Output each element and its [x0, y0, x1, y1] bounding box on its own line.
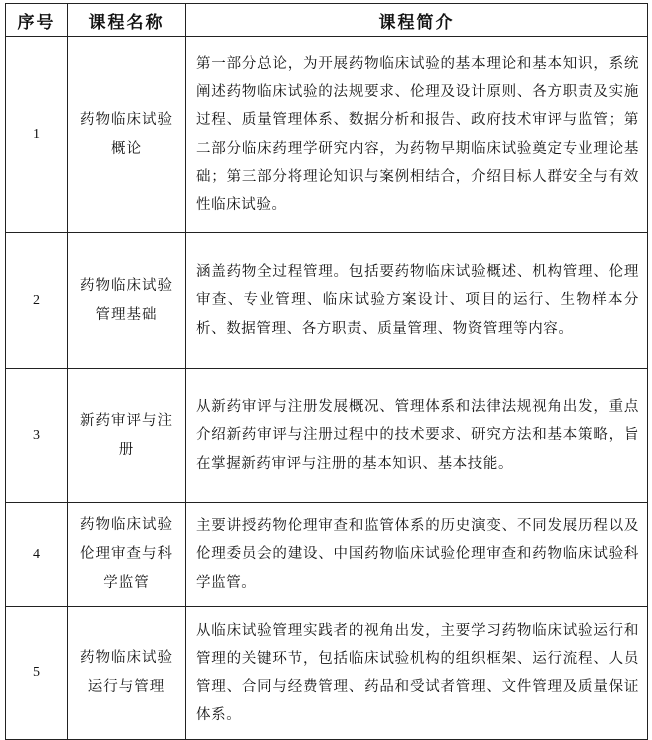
course-name: 新药审评与注册 [68, 369, 186, 503]
table-row [6, 233, 648, 369]
row-index: 5 [6, 607, 68, 740]
table-row [6, 503, 648, 607]
table-row [6, 369, 648, 503]
row-index: 4 [6, 503, 68, 607]
course-table [5, 3, 648, 740]
course-name: 药物临床试验概论 [68, 37, 186, 233]
row-index: 2 [6, 233, 68, 369]
course-intro: 主要讲授药物伦理审查和监管体系的历史演变、不同发展历程以及伦理委员会的建设、中国药物临床试验伦理审查和药物临床试验科学监管。 [186, 503, 648, 607]
row-index: 1 [6, 37, 68, 233]
course-name: 药物临床试验运行与管理 [68, 607, 186, 740]
table-row [6, 607, 648, 740]
header-index: 序号 [6, 4, 68, 37]
course-intro: 从新药审评与注册发展概况、管理体系和法律法规视角出发，重点介绍新药审评与注册过程中的技术要求、研究方法和基本策略，旨在掌握新药审评与注册的基本知识、基本技能。 [186, 369, 648, 503]
header-row [6, 4, 648, 37]
header-course-intro: 课程简介 [186, 4, 648, 37]
table-row [6, 37, 648, 233]
course-intro: 涵盖药物全过程管理。包括要药物临床试验概述、机构管理、伦理审查、专业管理、临床试验方案设计、项目的运行、生物样本分析、数据管理、各方职责、质量管理、物资管理等内容。 [186, 233, 648, 369]
header-course-name: 课程名称 [68, 4, 186, 37]
row-index: 3 [6, 369, 68, 503]
course-name: 药物临床试验伦理审查与科学监管 [68, 503, 186, 607]
course-intro: 从临床试验管理实践者的视角出发，主要学习药物临床试验运行和管理的关键环节，包括临床试验机构的组织框架、运行流程、人员管理、合同与经费管理、药品和受试者管理、文件管理及质量保证体系。 [186, 607, 648, 740]
course-name: 药物临床试验管理基础 [68, 233, 186, 369]
course-intro: 第一部分总论，为开展药物临床试验的基本理论和基本知识，系统阐述药物临床试验的法规要求、伦理及设计原则、各方职责及实施过程、质量管理体系、数据分析和报告、政府技术审评与监管；第二部分临床药理学研究内容，为药物早期临床试验奠定专业理论基础；第三部分将理论知识与案例相结合，介绍目标人群安全与有效性临床试验。 [186, 37, 648, 233]
